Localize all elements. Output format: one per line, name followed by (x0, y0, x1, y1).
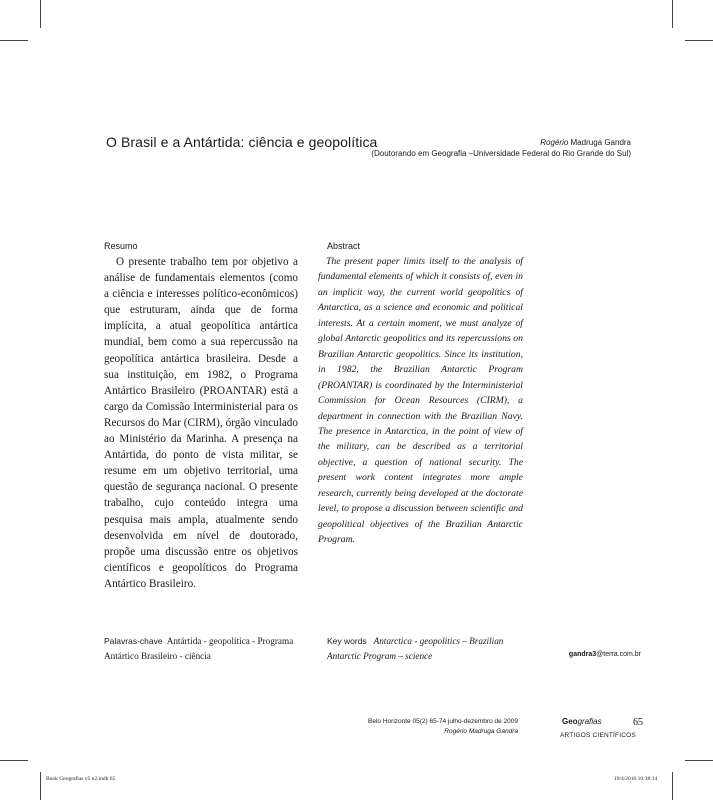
keywords-en-values: Antarctica - geopolitics – Brazilian Antarctic Program – science (327, 636, 504, 661)
footer-journal (562, 717, 602, 726)
crop-mark-bottom-left-v (40, 772, 41, 800)
keywords-en (327, 634, 527, 664)
keywords-pt-label: Palavras-chave (104, 636, 163, 646)
crop-mark-bottom-left-h (0, 760, 28, 761)
crop-mark-top-left-h (0, 40, 28, 41)
author-block (371, 137, 631, 159)
print-slug-file: Book Geografias v5 n2.indb 65 (46, 776, 116, 782)
crop-mark-top-right-v (672, 0, 673, 28)
abstract-heading: Abstract (327, 241, 361, 251)
footer-citation: Belo Horizonte 05(2) 65-74 julho-dezembro de 2009 (368, 718, 518, 725)
resumo-paragraph: O presente trabalho tem por objetivo a análise de fundamentais elementos (como a ciência e interesses político-econômicos) que estruturam, ainda que de forma implícita, a atual geopolítica antártica mundial, bem como a sua repercussão na geopolítica antártica brasileira. Desde a sua instituição, em 1982, o Programa Antártico Brasileiro (PROANTAR) está a cargo da Comissão Interministerial para os Recursos do Mar (CIRM), órgão vinculado ao Ministério da Marinha. A presença na Antártida, do ponto de vista militar, se resume em um objetivo territorial, uma questão de segurança nacional. O presente trabalho, cujo conteúdo integra uma pesquisa mais ampla, atualmente sendo desenvolvida em nível de doutorado, propõe uma discussão entre os objetivos científicos e geopolíticos do Programa Antártico Brasileiro. (104, 256, 298, 590)
author-last-name: Madruga Gandra (568, 138, 631, 147)
crop-mark-top-left-v (40, 0, 41, 28)
resumo-heading: Resumo (104, 241, 138, 251)
footer-citation-block (354, 717, 518, 737)
author-name (371, 137, 631, 148)
keywords-pt-values: Antártida - geopolítica - Programa Antártico Brasileiro - ciência (104, 636, 294, 661)
journal-name-italic: grafias (577, 717, 602, 726)
page-number: 65 (633, 717, 643, 728)
article-title: O Brasil e a Antártida: ciência e geopolítica (106, 134, 378, 150)
resumo-text (104, 254, 298, 592)
author-first-name: Rogério (540, 138, 569, 147)
print-slug-timestamp: 19/4/2010 10:38:14 (614, 776, 658, 782)
email-user: gandra3 (568, 651, 597, 658)
footer-section: ARTIGOS CIENTÍFICOS (560, 732, 636, 739)
journal-name-bold: Geo (562, 717, 578, 726)
abstract-paragraph: The present paper limits itself to the analysis of fundamental elements of which it consists of, even in an implicit way, the current world geopolitics of Antarctica, as a science and economic and political interests. At a certain moment, we must analyze of global Antarctic geopolitics and its repercussions on Brazilian Antarctic geopolitics. Since its institution, in 1982, the Brazilian Antarctic Program (PROANTAR) is coordinated by the Interministerial Commission for Ocean Resources (CIRM), a department in connection with the Brazilian Navy. The presence in Antarctica, in the point of view of the military, can be described as a territorial objective, a question of national security. The present work content integrates more ample research, currently being developed at the doctorate level, to propose a discussion between scientific and geopolitical objectives of the Brazilian Antarctic Program. (318, 256, 523, 546)
keywords-pt (104, 634, 304, 664)
author-affiliation: (Doutorando em Geografia –Universidade Federal do Rio Grande do Sul) (371, 149, 631, 158)
crop-mark-top-right-h (685, 40, 713, 41)
abstract-text (318, 254, 523, 548)
contact-email (569, 651, 641, 658)
email-domain: @terra.com.br (596, 651, 641, 658)
keywords-en-label: Key words (327, 636, 367, 646)
crop-mark-bottom-right-v (672, 772, 673, 800)
crop-mark-bottom-right-h (685, 760, 713, 761)
footer-author: Rogério Madruga Gandra (444, 728, 518, 735)
